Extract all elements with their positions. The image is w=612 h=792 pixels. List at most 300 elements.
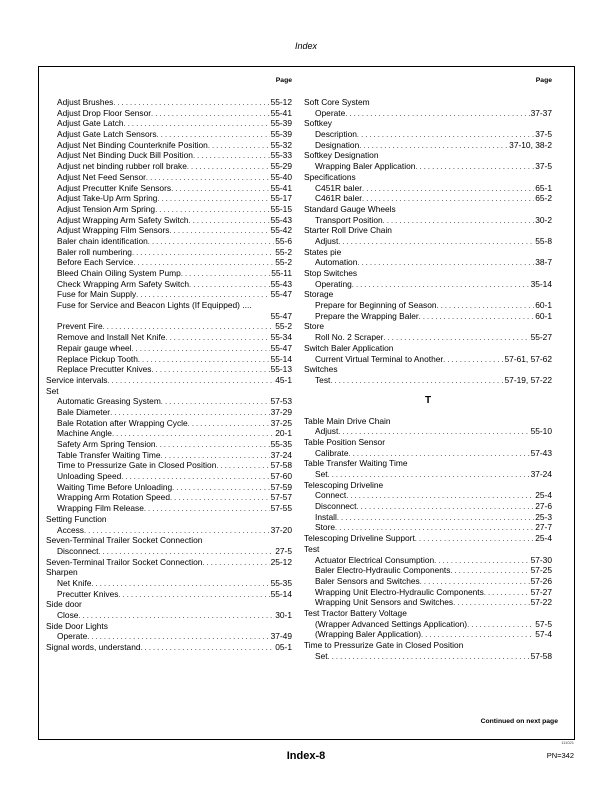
index-entry xyxy=(46,460,292,471)
entry-text: Install xyxy=(315,511,337,522)
index-entry xyxy=(46,492,292,503)
entry-page-ref: 57-58 xyxy=(270,460,292,471)
entry-text: Adjust Brushes xyxy=(57,97,114,107)
index-heading: Specifications xyxy=(304,171,356,182)
entry-text: Adjust Tension Arm Spring xyxy=(57,203,156,214)
dot-leader xyxy=(338,237,534,247)
index-entry xyxy=(46,428,292,439)
entry-page-ref: 55-47 xyxy=(270,310,292,321)
index-entry xyxy=(304,161,552,172)
entry-text: Calibrate xyxy=(315,447,349,458)
index-entry xyxy=(304,469,552,480)
entry-text: Wrapping Baler Application xyxy=(315,161,416,172)
index-entry xyxy=(304,140,552,151)
dot-leader xyxy=(151,109,270,119)
entry-text: Adjust xyxy=(315,235,339,246)
entry-text: Baler chain identification xyxy=(57,235,148,246)
index-heading: Switches xyxy=(304,364,338,375)
section-letter: T xyxy=(424,394,432,406)
index-heading: Test xyxy=(304,543,320,554)
entry-text: Telescoping Driveline Support xyxy=(304,533,415,544)
dot-leader xyxy=(328,470,530,480)
index-entry xyxy=(304,193,552,204)
dot-leader xyxy=(419,312,535,322)
index-entry xyxy=(304,512,552,523)
entry-text: Adjust Gate Latch Sensors xyxy=(57,129,157,140)
index-heading: Seven-Terminal Trailer Socket Connection xyxy=(46,535,203,546)
entry-page-ref: 05-1 xyxy=(275,642,292,653)
index-heading: Side door xyxy=(46,599,82,610)
index-entry xyxy=(304,311,552,322)
dot-leader xyxy=(189,216,270,226)
entry-page-ref: 55-34 xyxy=(270,332,292,343)
dot-leader xyxy=(118,590,269,600)
index-heading: Store xyxy=(304,321,325,332)
index-entry xyxy=(304,555,552,566)
entry-page-ref: 57-57 xyxy=(270,492,292,503)
continued-note: Continued on next page xyxy=(480,718,558,725)
entry-page-ref: 55-2 xyxy=(275,321,292,332)
dot-leader xyxy=(144,504,270,514)
index-entry xyxy=(304,129,552,140)
dot-leader xyxy=(356,502,534,512)
index-entry xyxy=(304,619,552,630)
entry-text: Description xyxy=(315,129,357,140)
entry-text: Adjust Wrapping Arm Safety Switch xyxy=(57,214,189,225)
entry-text: Adjust Precutter Knife Sensors xyxy=(57,182,172,193)
dot-leader xyxy=(415,162,534,172)
entry-text: Designation xyxy=(315,139,360,150)
dot-leader xyxy=(157,194,269,204)
entry-page-ref: 25-4 xyxy=(535,490,552,501)
entry-page-ref: 55-33 xyxy=(270,150,292,161)
entry-page-ref: 30-2 xyxy=(535,214,552,225)
dot-leader xyxy=(160,451,269,461)
entry-page-ref: 55-40 xyxy=(270,171,292,182)
index-entry xyxy=(46,418,292,429)
entry-page-ref: 55-32 xyxy=(270,139,292,150)
index-entry xyxy=(46,525,292,536)
right-index-column xyxy=(304,76,552,661)
dot-leader xyxy=(359,141,508,151)
entry-page-ref: 55-2 xyxy=(275,246,292,257)
entry-text: Set xyxy=(315,650,328,661)
index-entry xyxy=(304,629,552,640)
entry-text: Store xyxy=(315,522,336,533)
index-heading: Soft Core System xyxy=(304,97,370,107)
entry-page-ref: 55-17 xyxy=(270,193,292,204)
index-entry xyxy=(46,161,292,172)
index-entry xyxy=(304,215,552,226)
index-entry xyxy=(46,354,292,365)
entry-page-ref: 38-7 xyxy=(535,257,552,268)
index-entry xyxy=(46,396,292,407)
entry-text: Disconnect xyxy=(57,545,99,556)
entry-text: Adjust Wrapping Film Sensors xyxy=(57,225,170,236)
index-entry xyxy=(304,501,552,512)
index-entry xyxy=(46,279,292,290)
dot-leader xyxy=(113,98,269,108)
entry-text: Access xyxy=(57,524,84,535)
index-entry xyxy=(46,610,292,621)
index-entry xyxy=(46,247,292,258)
entry-text: Operating xyxy=(315,278,352,289)
index-entry xyxy=(46,589,292,600)
running-header: Index xyxy=(294,41,318,51)
entry-page-ref: 30-1 xyxy=(275,610,292,620)
dot-leader xyxy=(330,376,503,386)
index-heading: Stop Switches xyxy=(304,268,358,278)
dot-leader xyxy=(170,226,270,236)
dot-leader xyxy=(335,523,534,533)
index-entry xyxy=(46,193,292,204)
dot-leader xyxy=(78,611,274,621)
index-entry xyxy=(304,448,552,459)
entry-text: Remove and Install Net Knife xyxy=(57,332,166,343)
entry-text: Replace Pickup Tooth xyxy=(57,353,138,364)
entry-text: Operate xyxy=(57,631,88,642)
entry-page-ref: 35-14 xyxy=(530,278,552,289)
entry-page-ref: 37-24 xyxy=(270,449,292,460)
entry-page-ref: 55-43 xyxy=(270,278,292,289)
entry-page-ref: 55-35 xyxy=(270,439,292,449)
index-entry xyxy=(46,471,292,482)
entry-text: Adjust Take-Up Arm Spring xyxy=(57,193,158,204)
entry-text: Automatic Greasing System xyxy=(57,396,161,407)
index-heading: Setting Function xyxy=(46,513,107,524)
dot-leader xyxy=(338,427,529,437)
dot-leader xyxy=(337,513,534,523)
entry-text: Current Virtual Terminal to Another xyxy=(315,353,444,364)
entry-text: Baler roll numbering xyxy=(57,246,132,257)
dot-leader xyxy=(453,598,529,608)
entry-page-ref: 37-29 xyxy=(270,406,292,417)
entry-text: C451R baler xyxy=(315,182,363,193)
dot-leader xyxy=(152,365,270,375)
dot-leader xyxy=(352,280,530,290)
dot-leader xyxy=(420,577,530,587)
dot-leader xyxy=(362,194,534,204)
index-entry xyxy=(46,578,292,589)
dot-leader xyxy=(148,237,274,247)
dot-leader xyxy=(187,162,270,172)
dot-leader xyxy=(208,141,270,151)
index-entry xyxy=(46,482,292,493)
dot-leader xyxy=(188,419,270,429)
dot-leader xyxy=(450,566,529,576)
index-heading: Fuse for Service and Beacon Lights (If Equipped) .... xyxy=(57,300,252,311)
entry-text: Table Transfer Waiting Time xyxy=(57,449,161,460)
index-entry xyxy=(304,279,552,290)
index-entry xyxy=(46,140,292,151)
dot-leader xyxy=(155,205,270,215)
dot-leader xyxy=(415,534,534,544)
entry-page-ref: 25-4 xyxy=(535,533,552,544)
entry-text: Unloading Speed xyxy=(57,471,122,482)
entry-page-ref: 27-7 xyxy=(535,522,552,533)
entry-text: Precutter Knives xyxy=(57,588,119,599)
entry-page-ref: 37-25 xyxy=(270,417,292,428)
entry-page-ref: 55-12 xyxy=(270,97,292,107)
entry-page-ref: 57-55 xyxy=(270,503,292,514)
dot-leader xyxy=(165,333,269,343)
index-heading: Sharpen xyxy=(46,567,78,578)
entry-text: Bale Rotation after Wrapping Cycle xyxy=(57,417,188,428)
index-entry xyxy=(304,300,552,311)
entry-page-ref: 57-60 xyxy=(270,471,292,482)
entry-text: Service intervals xyxy=(46,374,108,385)
entry-text: (Wrapping Baler Application) xyxy=(315,629,421,640)
dot-leader xyxy=(357,130,534,140)
index-entry xyxy=(304,597,552,608)
entry-page-ref: 37-37 xyxy=(530,107,552,118)
entry-page-ref: 37-20 xyxy=(270,524,292,535)
index-entry xyxy=(46,321,292,332)
dot-leader xyxy=(91,579,269,589)
index-entry xyxy=(46,118,292,129)
dot-leader xyxy=(124,119,270,129)
index-heading: Side Door Lights xyxy=(46,620,108,631)
entry-text: Prepare for Beginning of Season xyxy=(315,300,437,311)
entry-text: Prepare the Wrapping Baler xyxy=(315,310,419,321)
entry-text: Adjust Net Feed Sensor xyxy=(57,171,146,182)
dot-leader xyxy=(346,491,534,501)
entry-text: Test xyxy=(315,374,331,385)
entry-text: Baler Sensors and Switches xyxy=(315,575,420,586)
left-index-column xyxy=(46,76,292,653)
entry-text: Close xyxy=(57,610,79,620)
page-number: Index-8 xyxy=(286,750,326,762)
index-entry xyxy=(46,557,292,568)
index-entry xyxy=(46,268,292,279)
entry-page-ref: 57-25 xyxy=(530,565,552,576)
page-column-label: Page xyxy=(275,77,292,84)
index-heading: States pie xyxy=(304,246,342,257)
entry-page-ref: 37-5 xyxy=(535,129,552,140)
index-entry xyxy=(304,108,552,119)
dot-leader xyxy=(189,280,270,290)
dot-leader xyxy=(193,151,270,161)
entry-text: Signal words, understand xyxy=(46,642,141,653)
index-entry xyxy=(46,332,292,343)
dot-leader xyxy=(345,109,529,119)
dot-leader xyxy=(103,322,275,332)
entry-page-ref: 57-22 xyxy=(530,597,552,608)
entry-page-ref: 27-5 xyxy=(275,545,292,556)
entry-page-ref: 55-8 xyxy=(535,235,552,246)
entry-text: Connect xyxy=(315,490,347,501)
entry-page-ref: 55-42 xyxy=(270,225,292,236)
entry-page-ref: 57-19, 57-22 xyxy=(504,374,552,385)
entry-text: Roll No. 2 Scraper xyxy=(315,332,384,343)
dot-leader xyxy=(172,483,269,493)
pn-number: PN=342 xyxy=(546,751,574,760)
entry-text: Fuse for Main Supply xyxy=(57,289,137,300)
entry-text: Wrapping Film Release xyxy=(57,503,144,514)
index-entry xyxy=(304,375,552,386)
dot-leader xyxy=(138,355,270,365)
entry-page-ref: 57-4 xyxy=(535,629,552,640)
entry-page-ref: 57-61, 57-62 xyxy=(504,353,552,364)
index-heading: Table Position Sensor xyxy=(304,436,386,447)
index-entry xyxy=(304,354,552,365)
entry-page-ref: 57-58 xyxy=(530,650,552,661)
dot-leader xyxy=(434,556,529,566)
entry-page-ref: 57-5 xyxy=(535,618,552,629)
entry-page-ref: 55-15 xyxy=(270,203,292,214)
entry-page-ref: 55-13 xyxy=(270,364,292,375)
dot-leader xyxy=(181,269,270,279)
dot-leader xyxy=(157,130,270,140)
entry-page-ref: 55-2 xyxy=(275,257,292,268)
index-entry xyxy=(304,533,552,544)
entry-page-ref: 60-1 xyxy=(535,300,552,311)
entry-page-ref: 55-41 xyxy=(270,107,292,118)
index-heading: Softkey xyxy=(304,118,332,129)
entry-text: (Wrapper Advanced Settings Application) xyxy=(315,618,468,629)
entry-text: Wrapping Arm Rotation Speed xyxy=(57,492,170,503)
index-heading: Table Main Drive Chain xyxy=(304,415,391,426)
dot-leader xyxy=(136,290,269,300)
dot-leader xyxy=(132,248,274,258)
dot-leader xyxy=(171,184,270,194)
index-entry xyxy=(304,236,552,247)
dot-leader xyxy=(87,632,269,642)
entry-page-ref: 20-1 xyxy=(275,428,292,439)
entry-text: Replace Precutter Knives xyxy=(57,364,152,375)
dot-leader xyxy=(383,216,535,226)
index-entry xyxy=(46,225,292,236)
dot-leader xyxy=(107,376,274,386)
index-entry xyxy=(304,183,552,194)
index-entry xyxy=(304,426,552,437)
index-entry xyxy=(46,129,292,140)
dot-leader xyxy=(349,449,530,459)
dot-leader xyxy=(443,355,503,365)
index-entry xyxy=(304,332,552,343)
dot-leader xyxy=(98,547,274,557)
dot-leader xyxy=(84,526,270,536)
index-heading: Standard Gauge Wheels xyxy=(304,203,396,214)
dot-leader xyxy=(484,588,530,598)
dot-leader xyxy=(121,472,269,482)
entry-page-ref: 55-43 xyxy=(270,214,292,225)
dot-leader xyxy=(328,652,530,662)
entry-text: Time to Pressurize Gate in Closed Position xyxy=(57,460,217,471)
dot-leader xyxy=(156,440,270,450)
entry-text: Wrapping Unit Sensors and Switches xyxy=(315,597,454,608)
entry-page-ref: 25-12 xyxy=(270,556,292,567)
index-entry xyxy=(304,565,552,576)
entry-text: Operate xyxy=(315,107,346,118)
dot-leader xyxy=(216,461,269,471)
index-entry xyxy=(46,407,292,418)
dot-leader xyxy=(141,643,275,653)
index-entry xyxy=(46,236,292,247)
entry-page-ref: 55-29 xyxy=(270,161,292,172)
entry-text: Bale Diameter xyxy=(57,406,111,417)
entry-page-ref: 37-10, 38-2 xyxy=(509,139,552,150)
entry-page-ref: 55-47 xyxy=(270,342,292,353)
entry-page-ref: 55-47 xyxy=(270,289,292,300)
index-entry xyxy=(304,257,552,268)
dot-leader xyxy=(421,630,534,640)
entry-text: Baler Electro-Hydraulic Components xyxy=(315,565,451,576)
entry-page-ref: 57-26 xyxy=(530,575,552,586)
entry-page-ref: 55-41 xyxy=(270,182,292,193)
index-heading: Starter Roll Drive Chain xyxy=(304,225,392,236)
entry-text: Adjust Net Binding Duck Bill Position xyxy=(57,150,193,161)
entry-page-ref: 57-43 xyxy=(530,447,552,458)
index-entry xyxy=(304,651,552,662)
dot-leader xyxy=(357,258,534,268)
index-entry xyxy=(46,642,292,653)
entry-text: Net Knife xyxy=(57,577,92,588)
entry-text: Transport Position xyxy=(315,214,383,225)
entry-text: Set xyxy=(315,469,328,479)
index-entry xyxy=(46,183,292,194)
index-entry xyxy=(46,97,292,108)
index-heading: Test Tractor Battery Voltage xyxy=(304,607,407,618)
dot-leader xyxy=(170,493,270,503)
entry-text: Wrapping Unit Electro-Hydraulic Components xyxy=(315,586,484,597)
entry-text: Automation xyxy=(315,257,358,268)
footer-code: 111021 xyxy=(561,740,574,745)
dot-leader xyxy=(112,429,274,439)
dot-leader xyxy=(161,397,270,407)
entry-text: Seven-Terminal Trailor Socket Connection xyxy=(46,556,203,567)
entry-text: Actuator Electrical Consumption xyxy=(315,554,435,565)
index-entry xyxy=(46,631,292,642)
index-entry xyxy=(46,503,292,514)
entry-page-ref: 57-53 xyxy=(270,396,292,407)
entry-text: Prevent Fire xyxy=(57,321,103,332)
entry-page-ref: 55-35 xyxy=(270,577,292,588)
dot-leader xyxy=(132,344,270,354)
index-heading: Time to Pressurize Gate in Closed Position xyxy=(304,640,464,650)
index-heading: Table Transfer Waiting Time xyxy=(304,458,408,469)
index-entry xyxy=(304,522,552,533)
index-heading: Storage xyxy=(304,289,334,300)
dot-leader xyxy=(202,558,269,568)
entry-page-ref: 55-14 xyxy=(270,588,292,599)
entry-page-ref: 55-6 xyxy=(275,235,292,246)
dot-leader xyxy=(133,258,274,268)
entry-page-ref: 57-59 xyxy=(270,481,292,492)
index-entry xyxy=(46,546,292,557)
index-entry xyxy=(304,490,552,501)
index-entry xyxy=(46,108,292,119)
index-entry xyxy=(304,587,552,598)
dot-leader xyxy=(383,333,529,343)
index-heading: Switch Baler Application xyxy=(304,342,394,353)
entry-page-ref: 37-49 xyxy=(270,631,292,642)
index-entry xyxy=(304,576,552,587)
entry-page-ref: 60-1 xyxy=(535,310,552,321)
entry-text: Bleed Chain Oiling System Pump xyxy=(57,268,181,278)
index-heading: Telescoping Driveline xyxy=(304,479,384,490)
index-entry xyxy=(46,450,292,461)
entry-page-ref: 37-5 xyxy=(535,161,552,172)
dot-leader xyxy=(467,620,534,630)
entry-text: Adjust net binding rubber roll brake xyxy=(57,161,187,172)
entry-page-ref: 45-1 xyxy=(275,374,292,385)
entry-page-ref: 55-10 xyxy=(530,426,552,437)
entry-text: Adjust Net Binding Counterknife Position xyxy=(57,139,208,150)
entry-text: Adjust Drop Floor Sensor xyxy=(57,107,152,118)
entry-page-ref: 57-27 xyxy=(530,586,552,597)
entry-text: Repair gauge wheel xyxy=(57,342,132,353)
